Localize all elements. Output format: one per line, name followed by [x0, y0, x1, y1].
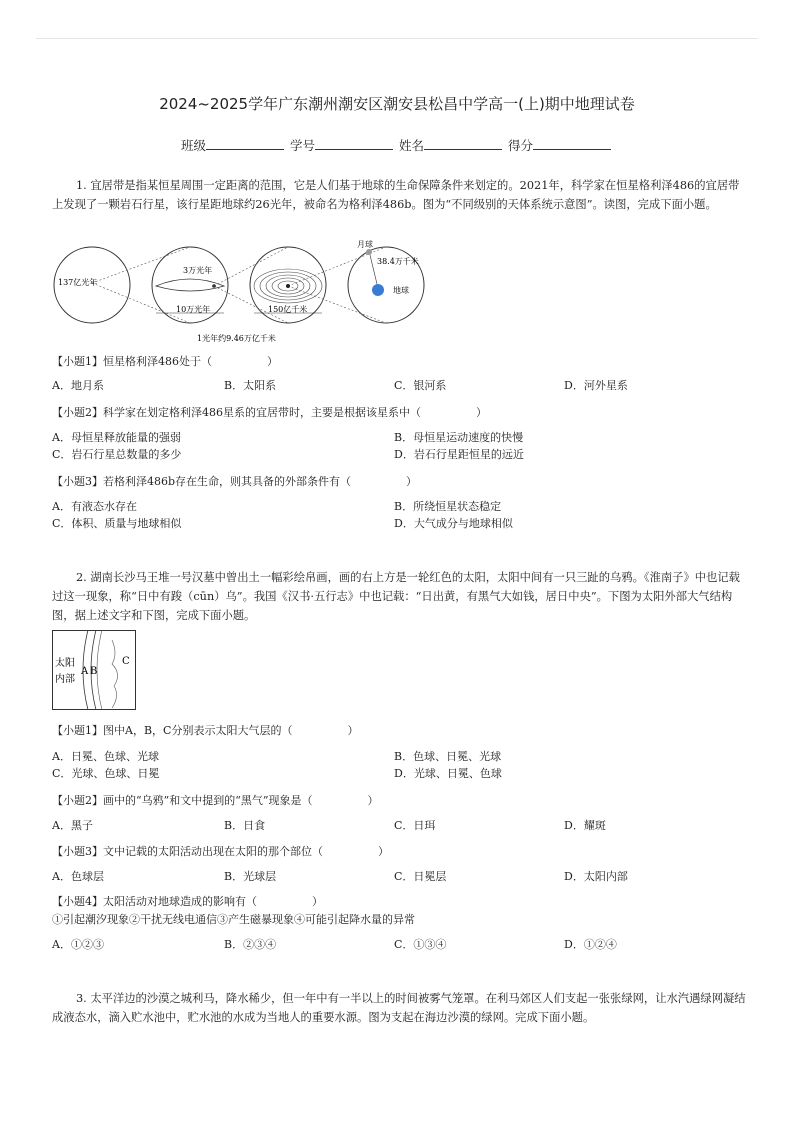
q2-sub2-option-b[interactable]: B．日食 — [224, 819, 266, 832]
q2-sub4-option-b[interactable]: B．②③④ — [224, 938, 277, 951]
earth-icon — [372, 284, 384, 296]
label-150yi: 150亿千米 — [268, 305, 308, 314]
q2-sub3: 【小题3】文中记载的太阳活动出现在太阳的那个部位（ ） — [52, 845, 389, 858]
q2-sub1-option-d[interactable]: D．光球、日冕、色球 — [394, 767, 502, 780]
q1-sub2: 【小题2】科学家在划定格利泽486星系的宜居带时，主要是根据该星系中（ ） — [52, 406, 487, 419]
q2-sub1: 【小题1】图中A，B，C分别表示太阳大气层的（ ） — [52, 724, 359, 737]
q2-sub2: 【小题2】画中的“乌鸦”和文中提到的“黑气”现象是（ ） — [52, 794, 379, 807]
label-earth: 地球 — [393, 286, 409, 295]
q1-sub1-option-c[interactable]: C．银河系 — [394, 379, 447, 392]
label-a: A — [81, 666, 89, 677]
q2-sub4-option-d[interactable]: D．①②④ — [564, 938, 617, 951]
q1-sub3-option-d[interactable]: D．大气成分与地球相似 — [394, 517, 513, 530]
label-lightyear: 1光年约9.46万亿千米 — [197, 334, 276, 343]
q1-sub1-option-d[interactable]: D．河外星系 — [564, 379, 628, 392]
q1-sub2-option-a[interactable]: A．母恒星释放能量的强弱 — [52, 431, 181, 444]
q1-sub3-option-b[interactable]: B．所绕恒星状态稳定 — [394, 500, 502, 513]
q2-sub2-option-a[interactable]: A．黑子 — [52, 819, 93, 832]
name-label: 姓名 — [398, 138, 424, 153]
moon-icon — [366, 249, 372, 255]
question-2-text: 2. 湖南长沙马王堆一号汉墓中曾出土一幅彩绘帛画，画的右上方是一轮红色的太阳，太阳中间有一只三趾的乌鸦。《淮南子》中也记载过这一现象，称“日中有踆（cūn）乌”。我国《汉书·五行志》中也记载：“日出黄，有黑气大如钱，居日中央”。下图为太阳外部大气结构图，据上述文字和下图，完成下面小题。 — [52, 571, 740, 622]
score-label: 得分 — [507, 138, 533, 153]
label-interior: 内部 — [55, 674, 75, 685]
q1-sub3: 【小题3】若格利泽486b存在生命，则其具备的外部条件有（ ） — [52, 475, 418, 488]
sun-atmosphere-diagram — [52, 630, 136, 710]
class-label: 班级 — [180, 138, 206, 153]
label-sun: 太阳 — [55, 658, 75, 669]
q2-sub3-option-b[interactable]: B．光球层 — [224, 870, 277, 883]
q2-sub3-option-c[interactable]: C．日冕层 — [394, 870, 447, 883]
label-c: C — [122, 656, 130, 667]
student-info-line — [0, 136, 794, 154]
q2-sub3-option-d[interactable]: D．太阳内部 — [564, 870, 628, 883]
number-blank[interactable] — [315, 137, 393, 150]
label-b: B — [90, 666, 98, 677]
label-3wan: 3万光年 — [183, 266, 213, 275]
q2-sub4: 【小题4】太阳活动对地球造成的影响有（ ） — [52, 895, 323, 908]
q1-sub3-option-c[interactable]: C．体积、质量与地球相似 — [52, 517, 182, 530]
q2-sub2-option-c[interactable]: C．日珥 — [394, 819, 436, 832]
q1-sub3-option-a[interactable]: A．有液态水存在 — [52, 500, 137, 513]
q2-sub4-option-a[interactable]: A．①②③ — [52, 938, 104, 951]
q2-sub4-statements: ①引起潮汐现象②干扰无线电通信③产生磁暴现象④可能引起降水量的异常 — [52, 913, 415, 926]
celestial-system-diagram — [52, 240, 432, 348]
label-384: 38.4万千米 — [377, 257, 419, 266]
class-blank[interactable] — [206, 137, 284, 150]
score-blank[interactable] — [533, 137, 611, 150]
q2-sub1-option-b[interactable]: B．色球、日冕、光球 — [394, 750, 502, 763]
question-3-text: 3. 太平洋边的沙漠之城利马，降水稀少，但一年中有一半以上的时间被雾气笼罩。在利马郊区人们支起一张张绿网，让水汽遇绿网凝结成液态水，滴入贮水池中，贮水池的水成为当地人的重要水源。图为支起在海边沙漠的绿网。完成下面小题。 — [52, 992, 746, 1024]
page-title: 2024~2025学年广东潮州潮安区潮安县松昌中学高一(上)期中地理试卷 — [159, 95, 635, 113]
q1-sub2-option-b[interactable]: B．母恒星运动速度的快慢 — [394, 431, 524, 444]
label-137: 137亿光年 — [58, 278, 98, 287]
q2-sub4-option-c[interactable]: C．①③④ — [394, 938, 447, 951]
top-divider — [36, 38, 758, 39]
q2-sub1-option-a[interactable]: A．日冕、色球、光球 — [52, 750, 159, 763]
number-label: 学号 — [289, 138, 315, 153]
q1-sub2-option-c[interactable]: C．岩石行星总数量的多少 — [52, 448, 182, 461]
question-1-text: 1. 宜居带是指某恒星周围一定距离的范围，它是人们基于地球的生命保障条件来划定的。2021年，科学家在恒星格利泽486的宜居带上发现了一颗岩石行星，该行星距地球约26光年，被命名为格利泽486b。图为“不同级别的天体系统示意图”。读图，完成下面小题。 — [52, 179, 740, 211]
q1-sub1-option-a[interactable]: A．地月系 — [52, 379, 104, 392]
label-10wan: 10万光年 — [176, 305, 211, 314]
q2-sub3-option-a[interactable]: A．色球层 — [52, 870, 104, 883]
q1-sub1-option-b[interactable]: B．太阳系 — [224, 379, 277, 392]
q1-sub2-option-d[interactable]: D．岩石行星距恒星的远近 — [394, 448, 524, 461]
q1-sub1: 【小题1】恒星格利泽486处于（ ） — [52, 355, 278, 368]
name-blank[interactable] — [424, 137, 502, 150]
label-moon: 月球 — [357, 240, 373, 249]
q2-sub1-option-c[interactable]: C．光球、色球、日冕 — [52, 767, 160, 780]
q2-sub2-option-d[interactable]: D．耀斑 — [564, 819, 606, 832]
